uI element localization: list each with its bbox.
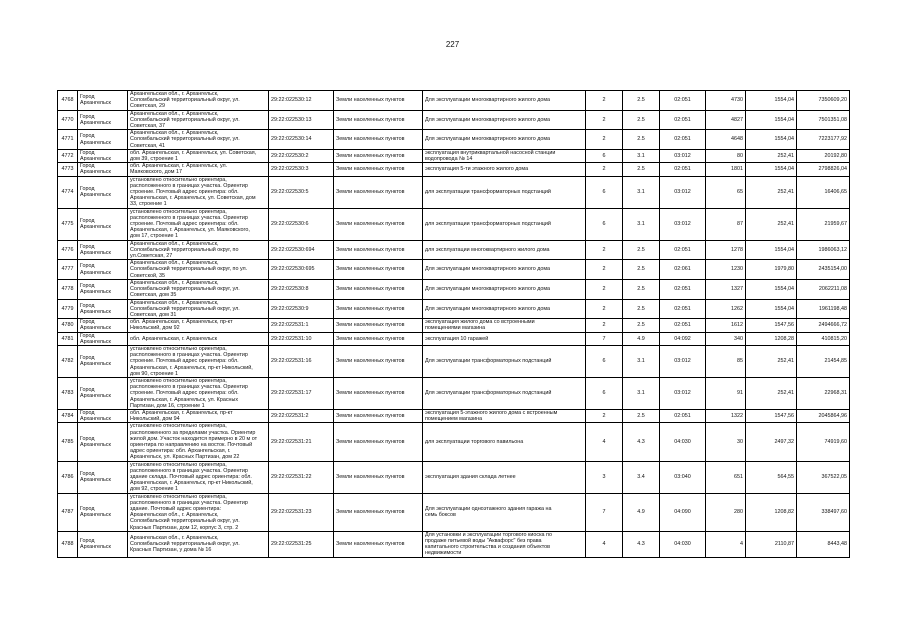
address-cell: обл. Архангельская, г. Архангельск, пр-кт Никольский, дом 92	[128, 319, 269, 332]
coefficient-cell: 2.5	[623, 409, 660, 422]
permitted-use-cell: Для эксплуатации многоквартирного жилого дома	[423, 91, 586, 111]
area-cell: 4827	[706, 110, 746, 130]
table-row	[58, 409, 850, 422]
row-number: 4774	[58, 176, 78, 208]
cadastral-number-cell: 29:22:022531:23	[269, 493, 334, 531]
area-cell: 65	[706, 176, 746, 208]
land-category-cell: Земли населенных пунктов	[334, 240, 423, 260]
area-cell: 87	[706, 208, 746, 240]
code-cell: 02:051	[660, 299, 706, 319]
cadastral-number-cell: 29:22:022530:14	[269, 130, 334, 150]
address-cell: Архангельская обл., г. Архангельск, Соломбальский территориальный округ, ул. Советская, дом 35	[128, 279, 269, 299]
cadastral-number-cell: 29:22:022531:25	[269, 531, 334, 557]
specific-value-cell: 1547,56	[746, 319, 797, 332]
specific-value-cell: 2497,32	[746, 423, 797, 461]
address-cell: обл. Архангельская, г. Архангельск	[128, 332, 269, 345]
table-row	[58, 110, 850, 130]
cadastral-number-cell: 29:22:022531:2	[269, 409, 334, 422]
row-number: 4780	[58, 319, 78, 332]
land-category-cell: Земли населенных пунктов	[334, 531, 423, 557]
row-number: 4775	[58, 208, 78, 240]
code-cell: 02:051	[660, 279, 706, 299]
cadastral-value-cell: 367522,05	[797, 461, 850, 493]
group-cell: 6	[586, 345, 623, 377]
cadastral-value-cell: 7501351,08	[797, 110, 850, 130]
city-cell: Город Архангельск	[78, 299, 128, 319]
permitted-use-cell: эксплуатация 5-ти этажного жилого дома	[423, 163, 586, 176]
code-cell: 04:092	[660, 332, 706, 345]
land-category-cell: Земли населенных пунктов	[334, 461, 423, 493]
cadastral-number-cell: 29:22:022531:10	[269, 332, 334, 345]
code-cell: 03:012	[660, 176, 706, 208]
specific-value-cell: 1554,04	[746, 130, 797, 150]
specific-value-cell: 1554,04	[746, 279, 797, 299]
group-cell: 6	[586, 176, 623, 208]
city-cell: Город Архангельск	[78, 531, 128, 557]
coefficient-cell: 3.1	[623, 208, 660, 240]
group-cell: 6	[586, 377, 623, 409]
city-cell: Город Архангельск	[78, 493, 128, 531]
cadastral-number-cell: 29:22:022531:17	[269, 377, 334, 409]
code-cell: 02:051	[660, 163, 706, 176]
address-cell: установлено относительно ориентира, расположенного в границах участка. Ориентир строение. Почтовый адрес ориентира: обл. Архангельская, г. Архангельск, пр-кт Никольский, дом 90, строение 1	[128, 345, 269, 377]
cadastral-value-cell: 74919,60	[797, 423, 850, 461]
row-number: 4784	[58, 409, 78, 422]
table-row	[58, 319, 850, 332]
group-cell: 7	[586, 493, 623, 531]
cadastral-value-cell: 2062211,08	[797, 279, 850, 299]
row-number: 4771	[58, 130, 78, 150]
city-cell: Город Архангельск	[78, 176, 128, 208]
group-cell: 2	[586, 260, 623, 280]
coefficient-cell: 2.5	[623, 240, 660, 260]
specific-value-cell: 252,41	[746, 345, 797, 377]
land-category-cell: Земли населенных пунктов	[334, 91, 423, 111]
cadastral-number-cell: 29:22:022531:16	[269, 345, 334, 377]
cadastral-number-cell: 29:22:022530:2	[269, 149, 334, 162]
coefficient-cell: 3.4	[623, 461, 660, 493]
coefficient-cell: 4.9	[623, 493, 660, 531]
area-cell: 4730	[706, 91, 746, 111]
cadastral-number-cell: 29:22:022531:22	[269, 461, 334, 493]
city-cell: Город Архангельск	[78, 208, 128, 240]
cadastral-value-cell: 7350609,20	[797, 91, 850, 111]
city-cell: Город Архангельск	[78, 149, 128, 162]
row-number: 4778	[58, 279, 78, 299]
cadastral-value-cell: 22968,31	[797, 377, 850, 409]
table-row	[58, 332, 850, 345]
address-cell: Архангельская обл., г. Архангельск, Соломбальский территориальный округ, по ул.Советская, 27	[128, 240, 269, 260]
coefficient-cell: 3.1	[623, 377, 660, 409]
table-row	[58, 208, 850, 240]
cadastral-value-cell: 410815,20	[797, 332, 850, 345]
city-cell: Город Архангельск	[78, 130, 128, 150]
code-cell: 04:090	[660, 493, 706, 531]
address-cell: обл. Архангельская, г. Архангельск, ул. Маяковского, дом 17	[128, 163, 269, 176]
area-cell: 1612	[706, 319, 746, 332]
area-cell: 30	[706, 423, 746, 461]
land-category-cell: Земли населенных пунктов	[334, 208, 423, 240]
area-cell: 85	[706, 345, 746, 377]
page-number: 227	[445, 40, 460, 49]
cadastral-number-cell: 29:22:022530:6	[269, 208, 334, 240]
area-cell: 1262	[706, 299, 746, 319]
land-category-cell: Земли населенных пунктов	[334, 332, 423, 345]
specific-value-cell: 1554,04	[746, 299, 797, 319]
code-cell: 03:012	[660, 345, 706, 377]
table-row	[58, 240, 850, 260]
area-cell: 1278	[706, 240, 746, 260]
permitted-use-cell: Для эксплуатации трансформаторных подстанций	[423, 345, 586, 377]
row-number: 4783	[58, 377, 78, 409]
cadastral-number-cell: 29:22:022530:695	[269, 260, 334, 280]
group-cell: 2	[586, 409, 623, 422]
permitted-use-cell: Для эксплуатации трансформаторных подстанций	[423, 377, 586, 409]
code-cell: 03:012	[660, 149, 706, 162]
table-row	[58, 531, 850, 557]
row-number: 4770	[58, 110, 78, 130]
table-row	[58, 176, 850, 208]
coefficient-cell: 3.1	[623, 345, 660, 377]
land-category-cell: Земли населенных пунктов	[334, 149, 423, 162]
permitted-use-cell: Для эксплуатации многоквартирного жилого дома	[423, 130, 586, 150]
coefficient-cell: 2.5	[623, 130, 660, 150]
area-cell: 1230	[706, 260, 746, 280]
specific-value-cell: 252,41	[746, 176, 797, 208]
area-cell: 651	[706, 461, 746, 493]
specific-value-cell: 1208,82	[746, 493, 797, 531]
code-cell: 04:030	[660, 531, 706, 557]
area-cell: 91	[706, 377, 746, 409]
row-number: 4785	[58, 423, 78, 461]
permitted-use-cell: эксплуатация внутриквартальной насосной станции водопровода № 14	[423, 149, 586, 162]
group-cell: 2	[586, 91, 623, 111]
permitted-use-cell: эксплуатация 5-этажного жилого дома с встроенным помещением магазина	[423, 409, 586, 422]
cadastral-value-cell: 16406,65	[797, 176, 850, 208]
specific-value-cell: 1554,04	[746, 110, 797, 130]
address-cell: обл. Архангельская, г. Архангельск, пр-кт Никольский, дом 94	[128, 409, 269, 422]
area-cell: 1327	[706, 279, 746, 299]
specific-value-cell: 1208,28	[746, 332, 797, 345]
permitted-use-cell: эксплуатация жилого дома со встроенными помещениями магазина	[423, 319, 586, 332]
coefficient-cell: 2.5	[623, 319, 660, 332]
group-cell: 2	[586, 279, 623, 299]
group-cell: 2	[586, 319, 623, 332]
address-cell: установлено относительно ориентира, расположенного в границах участка. Ориентир строение. Почтовый адрес ориентира: обл. Архангельская, г. Архангельск, ул. Красных Партизан, дом 16, строение 1	[128, 377, 269, 409]
city-cell: Город Архангельск	[78, 319, 128, 332]
area-cell: 4648	[706, 130, 746, 150]
coefficient-cell: 2.5	[623, 260, 660, 280]
specific-value-cell: 1554,04	[746, 163, 797, 176]
cadastral-number-cell: 29:22:022530:12	[269, 91, 334, 111]
row-number: 4782	[58, 345, 78, 377]
code-cell: 02:051	[660, 110, 706, 130]
cadastral-value-cell: 21959,67	[797, 208, 850, 240]
code-cell: 02:051	[660, 409, 706, 422]
cadastral-number-cell: 29:22:022531:21	[269, 423, 334, 461]
land-category-cell: Земли населенных пунктов	[334, 377, 423, 409]
specific-value-cell: 564,55	[746, 461, 797, 493]
address-cell: обл. Архангельская, г. Архангельск, ул. Советская, дом 39, строение 1	[128, 149, 269, 162]
group-cell: 3	[586, 461, 623, 493]
specific-value-cell: 252,41	[746, 208, 797, 240]
cadastral-value-cell: 338497,60	[797, 493, 850, 531]
table-row	[58, 149, 850, 162]
permitted-use-cell: Для эксплуатации одноэтажного здания гаража на семь боксов	[423, 493, 586, 531]
city-cell: Город Архангельск	[78, 279, 128, 299]
coefficient-cell: 2.5	[623, 279, 660, 299]
city-cell: Город Архангельск	[78, 240, 128, 260]
area-cell: 80	[706, 149, 746, 162]
cadastral-number-cell: 29:22:022530:9	[269, 299, 334, 319]
address-cell: установлено относительно ориентира, расположенного за пределами участка. Ориентир жилой дом. Участок находится примерно в 20 м от ориентира по направлению на восток. Почтовый адрес ориентира: обл. Архангельская, г. Архангельск, ул. Красных Партизан, дом 22	[128, 423, 269, 461]
city-cell: Город Архангельск	[78, 461, 128, 493]
table-row	[58, 377, 850, 409]
area-cell: 280	[706, 493, 746, 531]
table-row	[58, 461, 850, 493]
permitted-use-cell: для эксплуатации многоквартирного жилого дома	[423, 240, 586, 260]
land-category-cell: Земли населенных пунктов	[334, 423, 423, 461]
permitted-use-cell: эксплуатация 10 гаражей	[423, 332, 586, 345]
coefficient-cell: 3.1	[623, 176, 660, 208]
address-cell: установлено относительно ориентира, расположенного в границах участка. Ориентир здание. Почтовый адрес ориентира: Архангельская обл., г. Архангельск, Соломбальский территориальный округ, ул. Красных Партизан, дом 12, корпус 3, стр. 2	[128, 493, 269, 531]
table-row	[58, 279, 850, 299]
address-cell: Архангельская обл., г. Архангельск, Соломбальский территориальный округ, по ул. Советской, 35	[128, 260, 269, 280]
permitted-use-cell: для эксплуатации трансформаторных подстанций	[423, 208, 586, 240]
specific-value-cell: 252,41	[746, 149, 797, 162]
group-cell: 4	[586, 423, 623, 461]
row-number: 4772	[58, 149, 78, 162]
address-cell: Архангельская обл., г. Архангельск, Соломбальский территориальный округ, ул. Советская, дом 31	[128, 299, 269, 319]
address-cell: Архангельская обл., г. Архангельск, Соломбальский территориальный округ, ул. Советская, 37	[128, 110, 269, 130]
code-cell: 03:012	[660, 377, 706, 409]
specific-value-cell: 1554,04	[746, 240, 797, 260]
coefficient-cell: 2.5	[623, 91, 660, 111]
permitted-use-cell: Для установки и эксплуатации торгового киоска по продаже питьевой воды "Аквафорс" без права капитального строительства и создания объектов недвижимости	[423, 531, 586, 557]
cadastral-number-cell: 29:22:022531:1	[269, 319, 334, 332]
row-number: 4786	[58, 461, 78, 493]
coefficient-cell: 2.5	[623, 163, 660, 176]
permitted-use-cell: Для эксплуатации многоквартирного жилого дома	[423, 260, 586, 280]
code-cell: 02:051	[660, 240, 706, 260]
group-cell: 4	[586, 531, 623, 557]
city-cell: Город Архангельск	[78, 345, 128, 377]
row-number: 4776	[58, 240, 78, 260]
cadastral-value-cell: 8443,48	[797, 531, 850, 557]
land-category-cell: Земли населенных пунктов	[334, 110, 423, 130]
area-cell: 1801	[706, 163, 746, 176]
row-number: 4777	[58, 260, 78, 280]
cadastral-value-cell: 1986063,12	[797, 240, 850, 260]
specific-value-cell: 1979,80	[746, 260, 797, 280]
land-category-cell: Земли населенных пунктов	[334, 176, 423, 208]
table-row	[58, 163, 850, 176]
area-cell: 1322	[706, 409, 746, 422]
table-row	[58, 91, 850, 111]
permitted-use-cell: эксплуатация здания склада летнее	[423, 461, 586, 493]
city-cell: Город Архангельск	[78, 377, 128, 409]
code-cell: 02:061	[660, 260, 706, 280]
permitted-use-cell: для эксплуатации трансформаторных подстанций	[423, 176, 586, 208]
city-cell: Город Архангельск	[78, 423, 128, 461]
land-category-cell: Земли населенных пунктов	[334, 130, 423, 150]
group-cell: 2	[586, 110, 623, 130]
land-category-cell: Земли населенных пунктов	[334, 319, 423, 332]
table-row	[58, 345, 850, 377]
permitted-use-cell: Для эксплуатации многоквартирного жилого дома	[423, 279, 586, 299]
city-cell: Город Архангельск	[78, 110, 128, 130]
group-cell: 2	[586, 299, 623, 319]
coefficient-cell: 3.1	[623, 149, 660, 162]
coefficient-cell: 2.5	[623, 299, 660, 319]
cadastral-value-cell: 1961198,48	[797, 299, 850, 319]
group-cell: 6	[586, 208, 623, 240]
permitted-use-cell: для эксплуатации торгового павильона	[423, 423, 586, 461]
city-cell: Город Архангельск	[78, 260, 128, 280]
table-row	[58, 130, 850, 150]
code-cell: 03:012	[660, 208, 706, 240]
address-cell: установлено относительно ориентира, расположенного в границах участка. Ориентир строение. Почтовый адрес ориентира: обл. Архангельская, г. Архангельск, ул. Маяковского, дом 17, строение 1	[128, 208, 269, 240]
address-cell: установлено относительно ориентира, расположенного в границах участка. Ориентир здание склада. Почтовый адрес ориентира: обл. Архангельская, г. Архангельск, пр-кт Никольский, дом 92, строение 1	[128, 461, 269, 493]
code-cell: 03:040	[660, 461, 706, 493]
land-registry-body	[58, 91, 850, 558]
city-cell: Город Архангельск	[78, 91, 128, 111]
coefficient-cell: 4.3	[623, 531, 660, 557]
cadastral-number-cell: 29:22:022530:3	[269, 163, 334, 176]
land-category-cell: Земли населенных пунктов	[334, 163, 423, 176]
row-number: 4788	[58, 531, 78, 557]
code-cell: 02:051	[660, 130, 706, 150]
coefficient-cell: 4.9	[623, 332, 660, 345]
cadastral-value-cell: 7223177,92	[797, 130, 850, 150]
table-row	[58, 493, 850, 531]
land-category-cell: Земли населенных пунктов	[334, 279, 423, 299]
table-row	[58, 260, 850, 280]
permitted-use-cell: Для эксплуатации многоквартирного жилого дома	[423, 110, 586, 130]
cadastral-number-cell: 29:22:022530:13	[269, 110, 334, 130]
address-cell: установлено относительно ориентира, расположенного в границах участка. Ориентир строение. Почтовый адрес ориентира: обл. Архангельская, г. Архангельск, ул. Советская, дом 33, строение 1	[128, 176, 269, 208]
code-cell: 02:051	[660, 91, 706, 111]
group-cell: 2	[586, 240, 623, 260]
cadastral-value-cell: 2045864,96	[797, 409, 850, 422]
group-cell: 2	[586, 163, 623, 176]
code-cell: 02:051	[660, 319, 706, 332]
cadastral-number-cell: 29:22:022530:5	[269, 176, 334, 208]
cadastral-value-cell: 21454,85	[797, 345, 850, 377]
specific-value-cell: 2110,87	[746, 531, 797, 557]
group-cell: 6	[586, 149, 623, 162]
city-cell: Город Архангельск	[78, 332, 128, 345]
land-category-cell: Земли населенных пунктов	[334, 299, 423, 319]
address-cell: Архангельская обл., г. Архангельск, Соломбальский территориальный округ, ул. Советская, 41	[128, 130, 269, 150]
row-number: 4773	[58, 163, 78, 176]
cadastral-value-cell: 2798826,04	[797, 163, 850, 176]
row-number: 4779	[58, 299, 78, 319]
row-number: 4787	[58, 493, 78, 531]
address-cell: Архангельская обл., г. Архангельск, Соломбальский территориальный округ, ул. Красных Партизан, у дома № 16	[128, 531, 269, 557]
land-category-cell: Земли населенных пунктов	[334, 493, 423, 531]
cadastral-number-cell: 29:22:022530:694	[269, 240, 334, 260]
land-category-cell: Земли населенных пунктов	[334, 260, 423, 280]
specific-value-cell: 252,41	[746, 377, 797, 409]
specific-value-cell: 1554,04	[746, 91, 797, 111]
group-cell: 2	[586, 130, 623, 150]
area-cell: 340	[706, 332, 746, 345]
area-cell: 4	[706, 531, 746, 557]
cadastral-value-cell: 20192,80	[797, 149, 850, 162]
cadastral-value-cell: 2435154,00	[797, 260, 850, 280]
row-number: 4781	[58, 332, 78, 345]
row-number: 4768	[58, 91, 78, 111]
land-registry-table	[57, 90, 850, 558]
table-row	[58, 423, 850, 461]
land-category-cell: Земли населенных пунктов	[334, 409, 423, 422]
city-cell: Город Архангельск	[78, 409, 128, 422]
land-category-cell: Земли населенных пунктов	[334, 345, 423, 377]
group-cell: 7	[586, 332, 623, 345]
address-cell: Архангельская обл., г. Архангельск, Соломбальский территориальный округ, ул. Советская, 29	[128, 91, 269, 111]
coefficient-cell: 4.3	[623, 423, 660, 461]
cadastral-number-cell: 29:22:022530:8	[269, 279, 334, 299]
code-cell: 04:030	[660, 423, 706, 461]
cadastral-value-cell: 2494666,72	[797, 319, 850, 332]
specific-value-cell: 1547,56	[746, 409, 797, 422]
table-row	[58, 299, 850, 319]
coefficient-cell: 2.5	[623, 110, 660, 130]
permitted-use-cell: Для эксплуатации многоквартирного жилого дома	[423, 299, 586, 319]
city-cell: Город Архангельск	[78, 163, 128, 176]
